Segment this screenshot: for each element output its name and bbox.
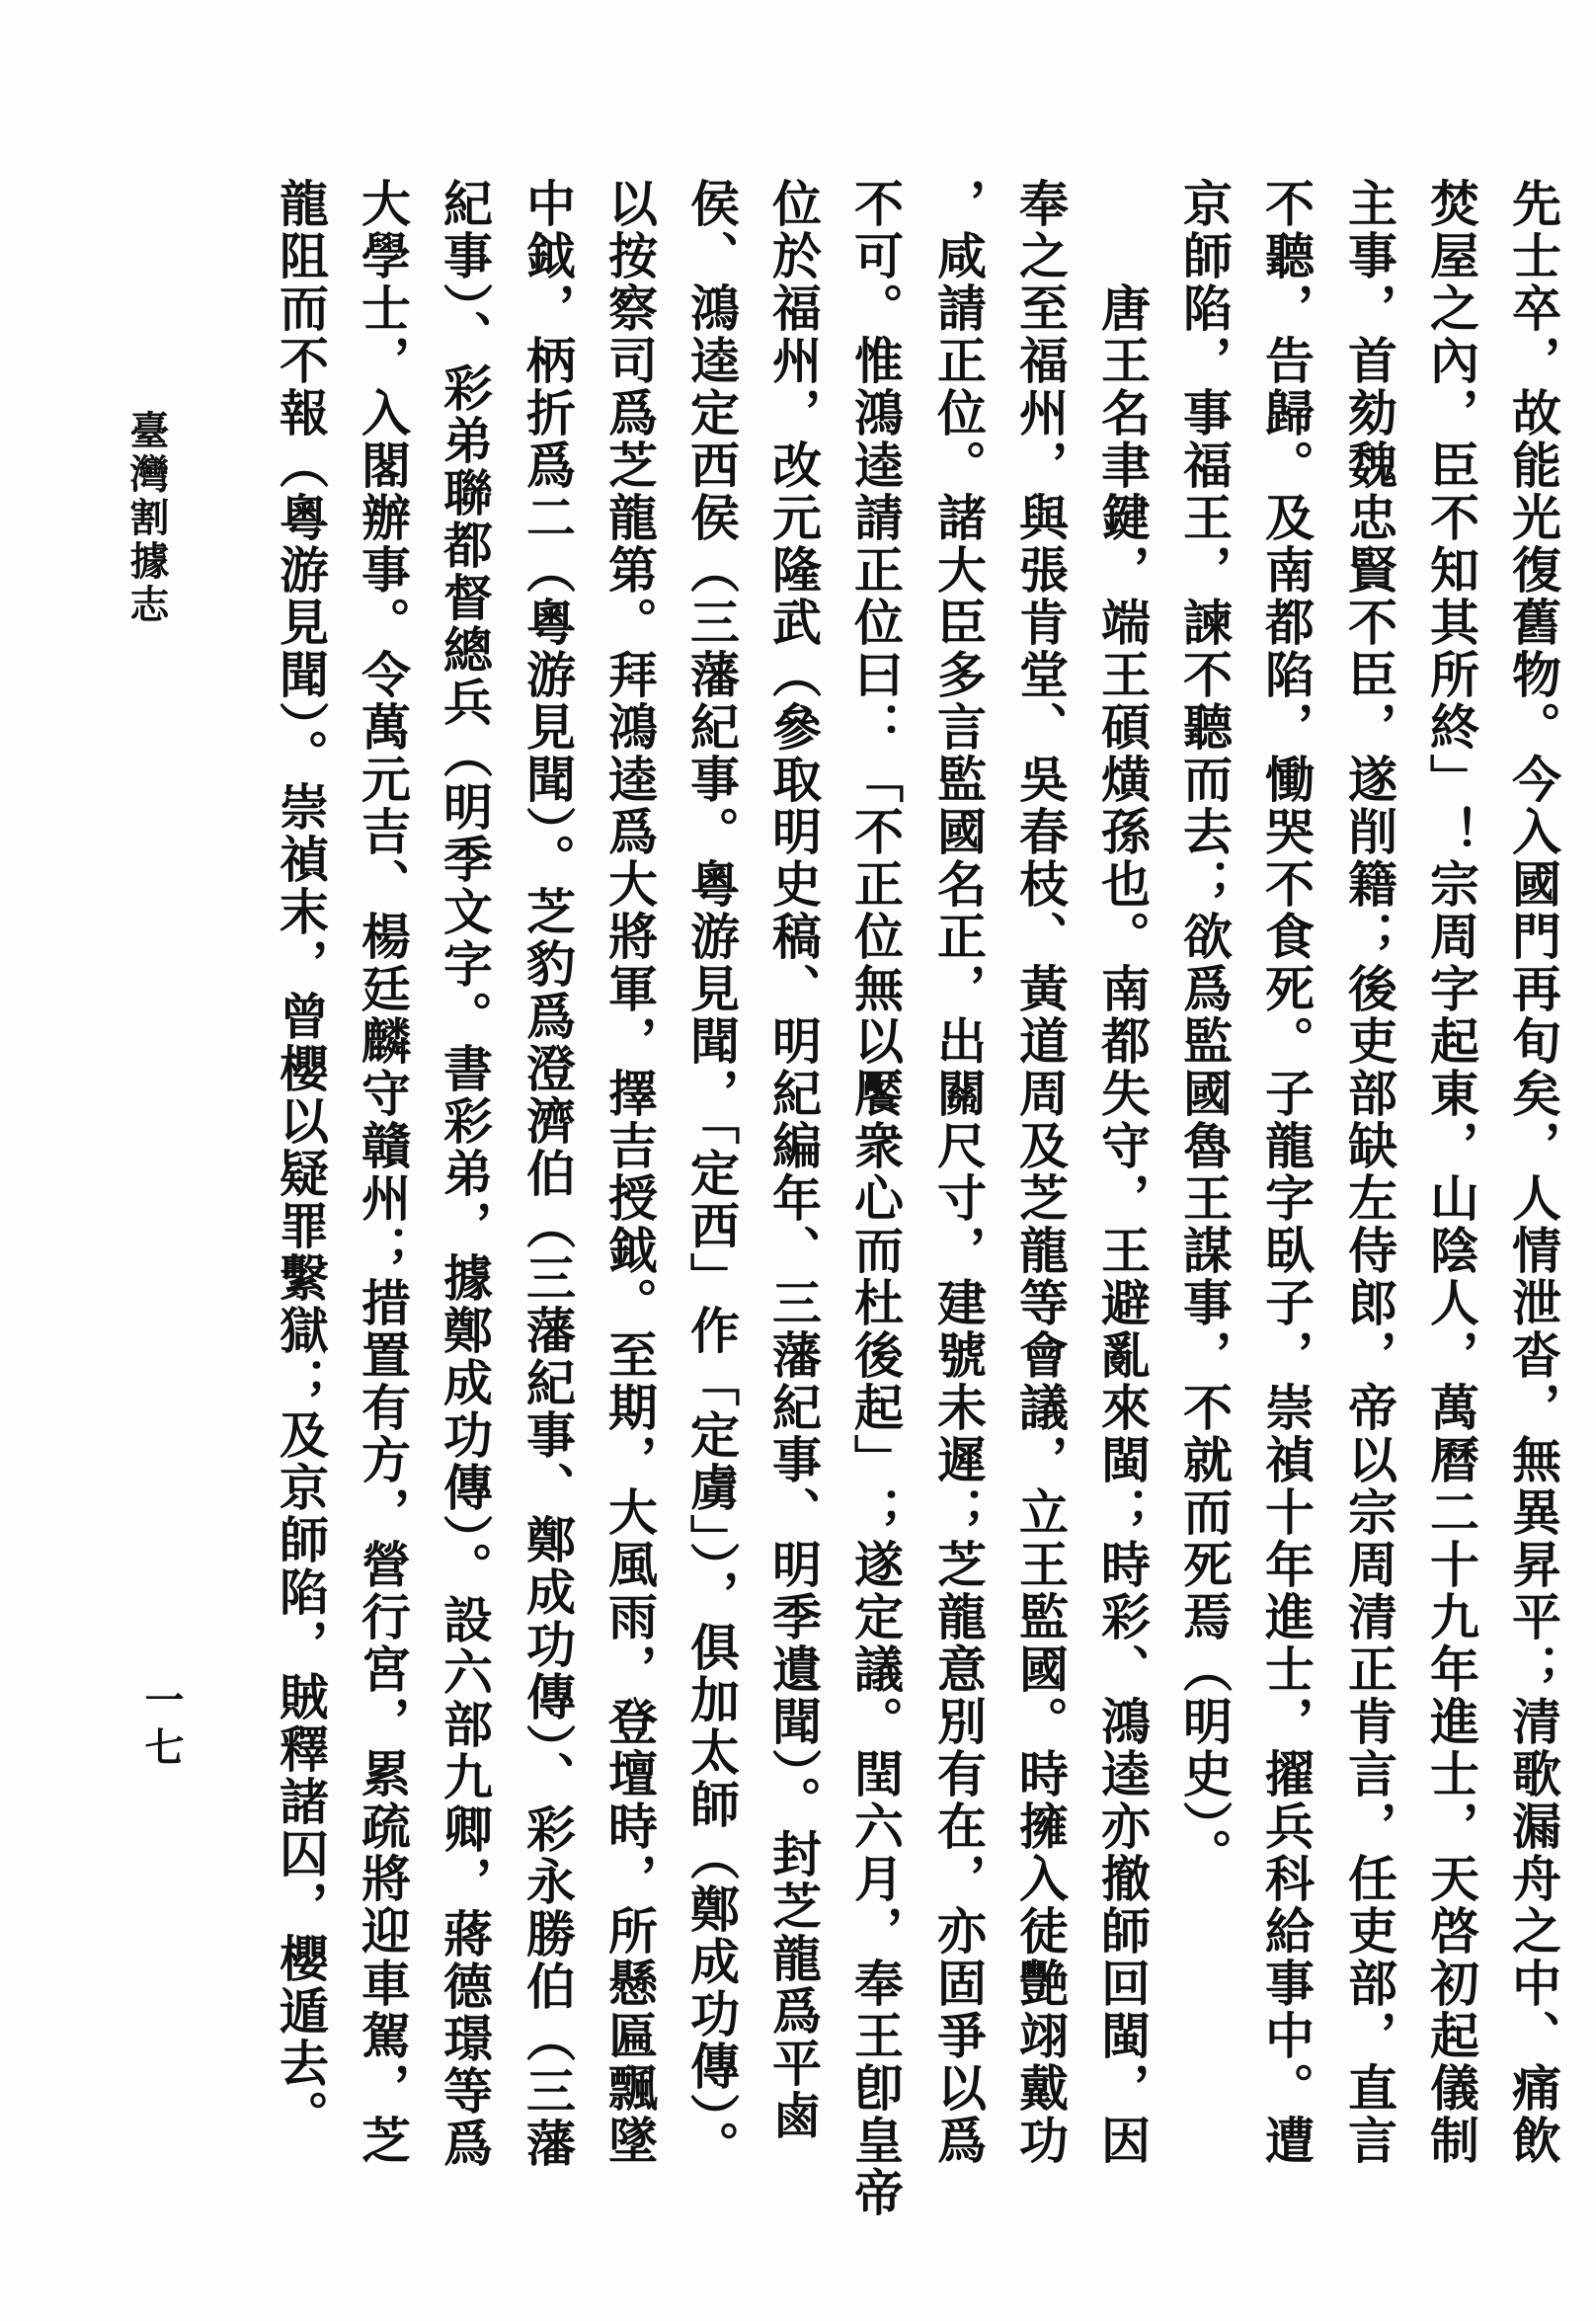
text-column-1: 先士卒，故能光復舊物。今入國門再旬矣，人情泄沓，無異昇平；清歌漏舟之中、痛飲 xyxy=(1504,178,1562,2167)
text-column-8: ，咸請正位。諸大臣多言監國名正，出關尺寸，建號未遲；芝龍意別有在，亦固爭以爲 xyxy=(929,178,988,2167)
text-column-16: 龍阻而不報（粵游見聞）。崇禎末，曾櫻以疑罪繫獄；及京師陷，賊釋諸囚，櫻遁去。 xyxy=(272,178,330,2142)
text-column-13: 中鉞，柄折爲二（粵游見聞）。芝豹爲澄濟伯（三藩紀事、鄭成功傳）、彩永勝伯（三藩 xyxy=(519,178,577,2170)
text-column-3: 主事，首劾魏忠賢不臣，遂削籍；後吏部缺左侍郎，帝以宗周清正肯言，任吏部，直言 xyxy=(1340,178,1398,2167)
text-column-9: 不可。惟鴻逵請正位曰：「不正位無以饜衆心而杜後起」；遂定議。閏六月，奉王卽皇帝 xyxy=(846,178,905,2219)
text-column-5: 京師陷，事福王，諫不聽而去；欲爲監國魯王謀事，不就而死焉（明史）。 xyxy=(1175,178,1234,1881)
text-column-15: 大學士，入閣辦事。令萬元吉、楊廷麟守贛州；措置有方，營行宮，累疏將迎車駕，芝 xyxy=(354,178,412,2167)
text-column-10: 位於福州，改元隆武（參取明史稿、明紀編年、三藩紀事、明季遺聞）。封芝龍爲平鹵 xyxy=(764,178,823,2142)
text-column-11: 侯、鴻逵定西侯（三藩紀事。粵游見聞，「定西」作「定虜」），俱加太師（鄭成功傳）。 xyxy=(682,178,741,2173)
text-column-7: 奉之至福州，與張肯堂、吳春枝、黃道周及芝龍等會議，立王監國。時擁入徒艷翊戴功 xyxy=(1011,178,1070,2167)
text-column-14: 紀事）、彩弟聯都督總兵（明季文字。書彩弟，據鄭成功傳）。設六部九卿，蔣德璟等爲 xyxy=(436,178,494,2170)
running-title: 臺灣割據志 xyxy=(123,410,170,627)
text-column-12: 以按察司爲芝龍第。拜鴻逵爲大將軍，擇吉授鉞。至期，大風雨，登壇時，所懸匾飄墜 xyxy=(600,178,659,2167)
page-number: 一七 xyxy=(138,1679,185,1774)
text-column-4: 不聽，告歸。及南都陷，慟哭不食死。子龍字臥子，崇禎十年進士，擢兵科給事中。遭 xyxy=(1257,178,1316,2167)
text-column-2: 焚屋之內，臣不知其所終」！宗周字起東，山陰人，萬曆二十九年進士，天啓初起儀制 xyxy=(1422,178,1480,2167)
text-column-6: 唐王名聿鍵，端王碩熿孫也。南都失守，王避亂來閩；時彩、鴻逵亦撤師回閩，因 xyxy=(1093,282,1152,2167)
